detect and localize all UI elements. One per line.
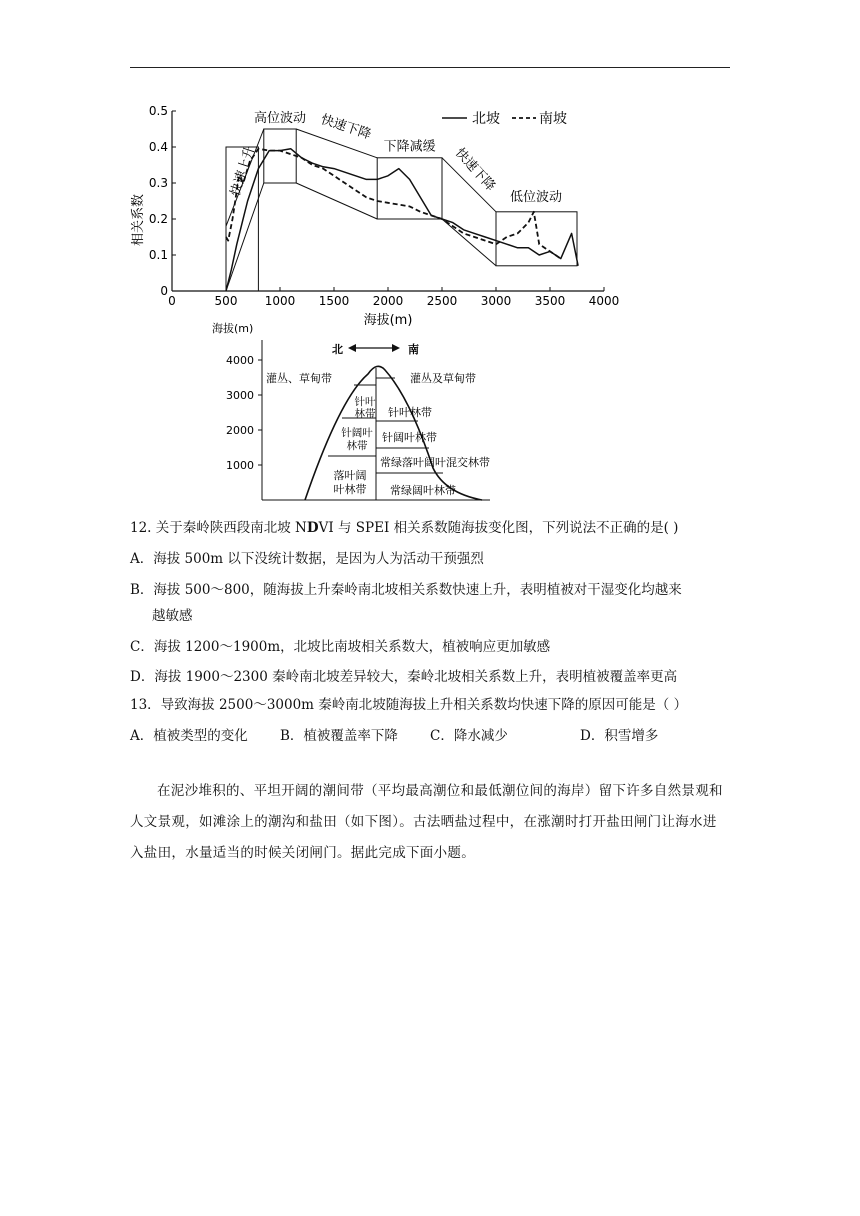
annotation-label: 快速上升	[228, 144, 259, 199]
annotation-box	[264, 129, 296, 183]
mountain-tick-3000: 3000	[226, 389, 254, 402]
question-13-option-d[interactable]: D．积雪增多	[580, 728, 659, 744]
x-tick-label: 2000	[372, 294, 404, 308]
mountain-tick-4000: 4000	[226, 354, 254, 367]
mountain-y-ticks	[226, 354, 262, 472]
south-zone-conifer-label: 针叶林带	[388, 406, 432, 419]
north-slope-line	[226, 149, 578, 291]
north-label: 北	[332, 343, 343, 356]
annotation-label: 快速下降	[318, 112, 373, 143]
passage-paragraph: 在泥沙堆积的、平坦开阔的潮间带（平均最高潮位和最低潮位间的海岸）留下许多自然景观和人文景观，如滩涂上的潮沟和盐田（如下图）。古法晒盐过程中，在涨潮时打开盐田闸门让海水进入盐田，水量适当的时候关闭闸门。据此完成下面小题。	[130, 783, 723, 861]
mountain-tick-2000: 2000	[226, 424, 254, 437]
north-zone-mixed-label: 针阔叶林带	[341, 427, 373, 452]
question-12-option-d[interactable]: D．海拔 1900～2300 秦岭南北坡差异较大，秦岭北坡相关系数上升，表明植被覆盖率更高	[130, 669, 678, 685]
south-zone-shrub-label: 灌丛及草甸带	[410, 372, 476, 385]
x-tick-label: 2500	[426, 294, 458, 308]
south-zone-mixed-label: 针阔叶林带	[382, 431, 437, 444]
mountain-tick-1000: 1000	[226, 459, 254, 472]
annotation-label: 低位波动	[509, 190, 562, 205]
y-axis-title: 相关系数	[131, 193, 146, 247]
annotation-label: 快速下降	[451, 145, 498, 195]
legend-north-label: 北坡	[472, 111, 500, 127]
x-tick-label: 0	[168, 294, 176, 308]
question-13-stem: 13．导致海拔 2500～3000m 秦岭南北坡随海拔上升相关系数均快速下降的原因可能是（ ）	[130, 697, 688, 713]
x-tick-label: 1000	[264, 294, 296, 308]
y-tick-label: 0.1	[148, 248, 168, 262]
arrow-head-right	[392, 344, 400, 352]
y-tick-label: 0.5	[148, 104, 168, 118]
question-13-option-b[interactable]: B．植被覆盖率下降	[280, 728, 398, 744]
question-13-option-c[interactable]: C．降水减少	[430, 728, 508, 744]
question-12-option-c[interactable]: C．海拔 1200～1900m，北坡比南坡相关系数大，植被响应更加敏感	[130, 639, 551, 655]
x-tick-label: 3500	[534, 294, 566, 308]
arrow-head-left	[348, 344, 356, 352]
x-tick-label: 500	[214, 294, 238, 308]
question-12-option-a[interactable]: A．海拔 500m 以下没统计数据，是因为人为活动干预强烈	[130, 551, 484, 567]
correlation-chart	[120, 95, 640, 335]
question-12-stem: 12. 关于秦岭陕西段南北坡 NDVI 与 SPEI 相关系数随海拔变化图，下列说法不正确的是( )	[130, 520, 679, 536]
connector-drop-bottom	[296, 183, 377, 219]
annotation-label: 下降减缓	[383, 139, 436, 155]
y-tick-label: 0.2	[148, 212, 168, 226]
legend-south-label: 南坡	[539, 111, 567, 127]
south-zone-evergreen-deciduous-label: 常绿落叶阔叶混交林带	[380, 456, 490, 469]
x-tick-label: 3000	[480, 294, 512, 308]
header-rule	[130, 67, 730, 68]
y-tick-label: 0	[160, 284, 168, 298]
y-tick-label: 0.3	[148, 176, 168, 190]
annotation-box	[496, 212, 577, 266]
annotation-box	[377, 158, 442, 219]
question-13-option-a[interactable]: A．植被类型的变化	[130, 728, 248, 744]
mountain-y-label: 海拔(m)	[212, 322, 254, 335]
vegetation-zone-diagram	[200, 318, 520, 508]
y-tick-label: 0.4	[148, 140, 168, 154]
x-axis-title: 海拔(m)	[363, 313, 413, 328]
annotation-label: 高位波动	[253, 110, 307, 126]
south-label: 南	[408, 343, 419, 356]
south-zone-evergreen-label: 常绿阔叶林带	[390, 484, 456, 497]
north-zone-shrub-label: 灌丛、草甸带	[266, 372, 332, 385]
x-tick-label: 4000	[588, 294, 620, 308]
question-12-option-b-cont: 越敏感	[152, 608, 193, 624]
question-12-option-b[interactable]: B．海拔 500～800，随海拔上升秦岭南北坡相关系数快速上升，表明植被对干湿变化均越来	[130, 582, 682, 598]
north-zone-deciduous-label: 落叶阔叶林带	[333, 469, 367, 496]
connector-drop2-bottom	[442, 219, 496, 266]
x-tick-label: 1500	[318, 294, 350, 308]
north-zone-conifer-label: 针叶林带	[354, 396, 376, 420]
